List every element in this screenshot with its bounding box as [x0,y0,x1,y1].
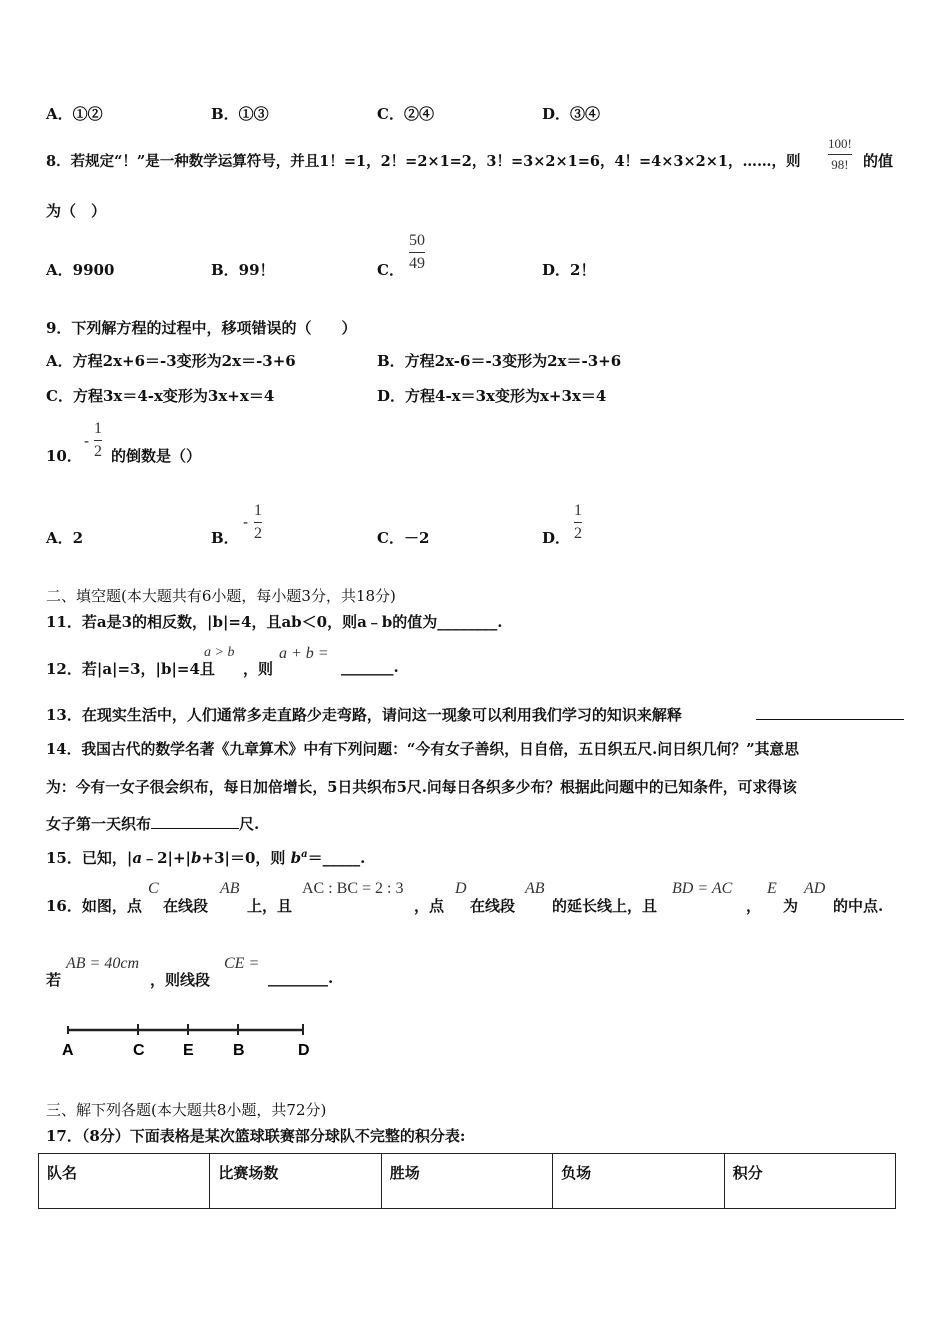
q9-option-a: A．方程2x+6＝-3变形为2x＝-3+6 [46,352,296,370]
q14-line3 [46,813,259,834]
q10-fraction [94,420,102,461]
q10-option-b-den: 2 [254,525,262,542]
q16-pre: 16．如图，点 [46,897,142,915]
q12-condition: a > b [204,645,235,660]
section3-heading: 三、解下列各题(本大题共8小题，共72分) [46,1101,327,1119]
q12-expression: a + b = [279,645,329,662]
q16-l2-blank: ________. [268,969,334,987]
q13: 13．在现实生活中，人们通常多走直路少走弯路，请问这一现象可以利用我们学习的知识来解释 [46,706,682,724]
q9-option-c: C．方程3x＝4-x变形为3x+x＝4 [46,387,275,405]
q15-mid2: +3|＝0，则 [201,849,291,867]
table-header-wins: 胜场 [381,1154,552,1209]
q15-var-a: a [132,849,143,867]
q7-option-a: A．①② [46,105,103,123]
score-table [38,1153,896,1209]
q13-answer-blank [756,704,904,720]
table-header-row [39,1154,896,1209]
q16-l2-mid: ，则线段 [150,971,211,989]
q10-option-d-den: 2 [574,525,582,542]
q8-frac-num: 100! [828,136,852,151]
section2-heading: 二、填空题(本大题共有6小题，每小题3分，共18分) [46,587,396,605]
q15 [46,847,365,868]
q10-tail: 的倒数是（） [111,447,202,465]
q10-sign: - [84,432,90,450]
q16-t7: 为 [783,897,799,915]
q9-stem: 9．下列解方程的过程中，移项错误的（ ） [46,319,357,337]
label-a: A [62,1042,74,1059]
q14-line3-post: 尺. [239,815,260,833]
q8-option-b: B．99！ [211,261,275,279]
q8-option-d: D．2！ [542,261,596,279]
q15-mid1: ﹣2|+| [142,849,191,867]
q8-frac-den: 98! [831,157,849,172]
q8-option-c-num: 50 [409,232,425,249]
q16-t5: 的延长线上，且 [552,897,658,915]
q10-option-d-fraction [574,502,582,543]
q8-option-c-den: 49 [409,255,425,272]
q12-pre: 12．若|a|=3，|b|=4且 [46,660,215,678]
q10-frac-den: 2 [94,443,102,460]
q15-pre: 15．已知，| [46,849,133,867]
q10-option-c: C．－2 [377,529,430,547]
q16-l2-pre: 若 [46,971,62,989]
q16-l2-ce: CE = [224,955,260,972]
q10-option-b-sign: - [243,513,249,531]
q16-point-e: E [767,880,777,897]
q8-option-a: A．9900 [46,261,115,279]
q8-fraction [828,136,852,173]
q15-var-b2: b [290,849,302,867]
table-header-games: 比赛场数 [210,1154,381,1209]
q8-option-c-fraction [409,232,425,273]
q15-var-b: b [191,849,202,867]
q8-stem: 8．若规定“！”是一种数学运算符号，并且1！=1，2！=2×1=2，3！=3×2×1=6，4！=4×3×2×1，……，则 [46,153,801,170]
label-b: B [233,1042,245,1059]
q16-t3: ，点 [414,897,445,915]
q16-seg-ab2: AB [525,880,545,897]
q16-eq: BD = AC [672,880,733,897]
table-header-losses: 负场 [553,1154,724,1209]
q7-option-b: B．①③ [211,105,269,123]
q10-option-b-label: B． [211,529,239,547]
q7-option-c: C．②④ [377,105,434,123]
q9-option-d: D．方程4-x＝3x变形为x+3x＝4 [377,387,607,405]
q16-t4: 在线段 [470,897,516,915]
q10-option-b-fraction [254,502,262,543]
q16-t8: 的中点. [833,897,884,915]
q14-line3-pre: 女子第一天织布 [46,815,152,833]
q8-tail: 的值 [863,152,894,170]
table-header-team: 队名 [39,1154,210,1209]
q10-option-a: A．2 [46,529,84,547]
q16-t1: 在线段 [163,897,209,915]
q16-point-c: C [148,880,159,897]
q12-blank: _______. [341,658,399,676]
segment-figure-svg [60,1022,320,1062]
label-c: C [133,1042,145,1059]
q14-line1: 14．我国古代的数学名著《九章算术》中有下列问题：“今有女子善织，日自倍，五日织五尺.问日织几何？”其意思 [46,741,800,758]
q16-l2-eq: AB = 40cm [66,955,139,972]
q10-option-b-num: 1 [254,502,262,519]
q9-option-b: B．方程2x-6＝-3变形为2x＝-3+6 [377,352,622,370]
label-d: D [298,1042,310,1059]
q10-number: 10． [46,447,82,465]
q10-option-d-num: 1 [574,502,582,519]
q16-point-d: D [455,880,467,897]
q10-frac-num: 1 [94,420,102,437]
q16-ratio: AC : BC = 2 : 3 [302,880,404,897]
label-e: E [183,1042,194,1059]
q12-mid: ，则 [243,660,274,678]
q11: 11．若a是3的相反数，|b|=4，且ab＜0，则a﹣b的值为________. [46,613,503,631]
q14-answer-blank [151,814,239,829]
q17: 17．（8分）下面表格是某次篮球联赛部分球队不完整的积分表: [46,1127,466,1145]
q8-option-c-label: C． [377,261,404,279]
q15-exponent: a [301,849,308,860]
q14-line2: 为：今有一女子很会织布，每日加倍增长，5日共织布5尺.问每日各织多少布？根据此问题中的已知条件，可求得该 [46,779,797,796]
q16-t2: 上，且 [247,897,293,915]
table-header-points: 积分 [724,1154,895,1209]
q10-option-d-label: D． [542,529,571,547]
q15-tail: ＝_____. [307,849,366,867]
q16-seg-ab: AB [220,880,240,897]
segment-figure [60,1022,320,1062]
q16-seg-ad: AD [804,880,826,897]
q8-line2: 为（ ） [46,202,107,220]
q16-t6: ， [746,897,762,915]
q7-option-d: D．③④ [542,105,601,123]
